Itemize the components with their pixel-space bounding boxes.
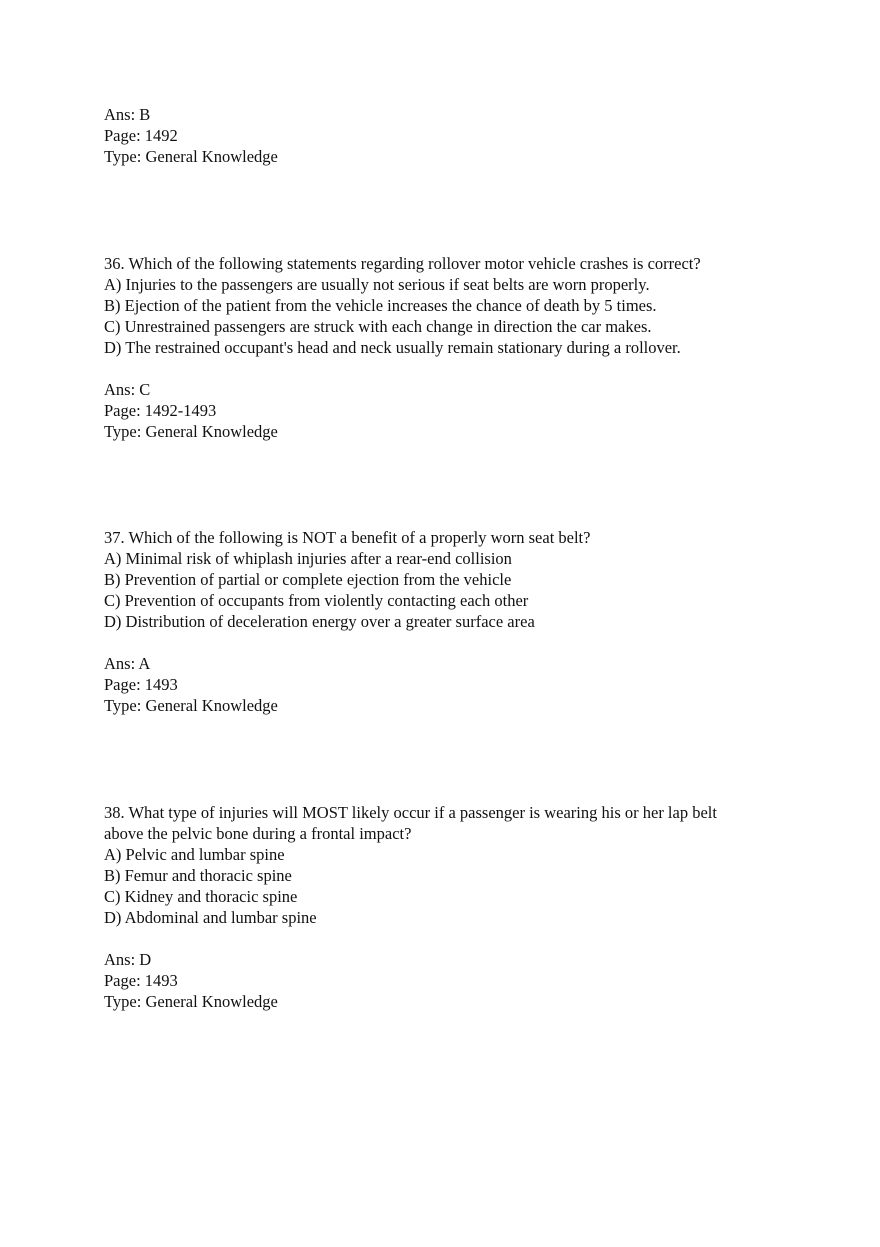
question-37 <box>104 527 784 716</box>
option-b: B) Ejection of the patient from the vehicle increases the chance of death by 5 times. <box>104 296 657 315</box>
page-reference-line: Page: 1493 <box>104 971 178 990</box>
answer-line: Ans: B <box>104 105 151 124</box>
answer-block-35 <box>104 104 784 167</box>
type-line: Type: General Knowledge <box>104 147 278 166</box>
spacer <box>104 358 784 379</box>
option-b: B) Prevention of partial or complete ejection from the vehicle <box>104 570 512 589</box>
question-stem: 38. What type of injuries will MOST likely occur if a passenger is wearing his or her lap belt <box>104 803 717 822</box>
question-36 <box>104 253 784 442</box>
question-38 <box>104 802 784 1012</box>
option-b: B) Femur and thoracic spine <box>104 866 292 885</box>
answer-line: Ans: C <box>104 380 151 399</box>
answer-line: Ans: D <box>104 950 152 969</box>
type-line: Type: General Knowledge <box>104 422 278 441</box>
option-c: C) Kidney and thoracic spine <box>104 887 298 906</box>
question-stem: 36. Which of the following statements regarding rollover motor vehicle crashes is correct? <box>104 254 701 273</box>
spacer <box>104 928 784 949</box>
option-a: A) Pelvic and lumbar spine <box>104 845 285 864</box>
option-a: A) Minimal risk of whiplash injuries after a rear-end collision <box>104 549 512 568</box>
option-c: C) Unrestrained passengers are struck with each change in direction the car makes. <box>104 317 652 336</box>
option-d: D) Distribution of deceleration energy over a greater surface area <box>104 612 535 631</box>
page-reference-line: Page: 1492-1493 <box>104 401 217 420</box>
option-c: C) Prevention of occupants from violently contacting each other <box>104 591 529 610</box>
page-reference-line: Page: 1493 <box>104 675 178 694</box>
question-stem-continued: above the pelvic bone during a frontal impact? <box>104 824 412 843</box>
option-d: D) Abdominal and lumbar spine <box>104 908 317 927</box>
option-d: D) The restrained occupant's head and neck usually remain stationary during a rollover. <box>104 338 681 357</box>
spacer <box>104 632 784 653</box>
type-line: Type: General Knowledge <box>104 696 278 715</box>
answer-line: Ans: A <box>104 654 151 673</box>
page-reference-line: Page: 1492 <box>104 126 178 145</box>
type-line: Type: General Knowledge <box>104 992 278 1011</box>
question-stem: 37. Which of the following is NOT a benefit of a properly worn seat belt? <box>104 528 591 547</box>
option-a: A) Injuries to the passengers are usually not serious if seat belts are worn properly. <box>104 275 650 294</box>
